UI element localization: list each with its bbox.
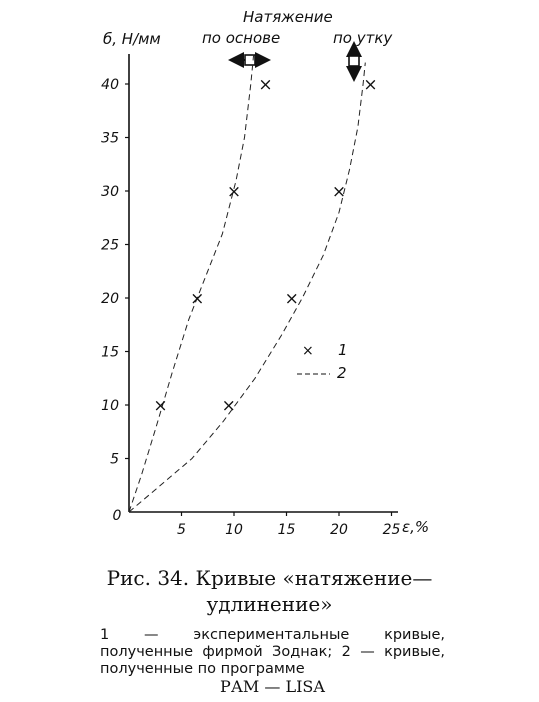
y-tick-label-40: 40: [101, 77, 119, 93]
caption-note-text: 1 — экспериментальные кривые, полученные фирмой Зоднак; 2 — кривые, полученные по программе: [100, 627, 445, 677]
warp-direction-icon: [236, 55, 263, 65]
axes: [129, 54, 398, 512]
y-tick-label-20: 20: [101, 291, 119, 307]
weft-direction-icon: [349, 49, 359, 74]
y-ticks: [101, 77, 129, 468]
y-tick-label-30: 30: [101, 184, 119, 200]
legend-label-2: 2: [337, 364, 347, 382]
data-point-2-2: ×: [284, 289, 299, 309]
calculated-curve-2: [129, 63, 365, 512]
data-point-1-4: ×: [258, 75, 273, 95]
direction-label-warp: по основе: [202, 29, 281, 47]
figure-caption: [0, 565, 539, 617]
x-tick-label-15: 15: [277, 522, 296, 538]
calculated-curve-1: [129, 52, 254, 512]
data-point-2-3: ×: [331, 182, 347, 202]
caption-note-program: РАМ — LISA: [220, 677, 325, 696]
legend-label-1: 1: [338, 341, 348, 359]
data-point-2-1: ×: [221, 396, 236, 416]
origin-label: 0: [112, 508, 122, 524]
y-tick-label-15: 15: [101, 344, 119, 361]
caption-note: [100, 627, 445, 695]
y-axis-label: б, Н/мм: [103, 30, 161, 48]
data-point-1-1: ×: [153, 396, 168, 416]
data-point-1-3: ×: [226, 182, 242, 202]
x-ticks: [177, 512, 400, 538]
x-tick-label-20: 20: [330, 522, 348, 538]
y-tick-label-5: 5: [110, 451, 119, 468]
direction-label-weft: по утку: [333, 29, 393, 47]
x-tick-label-25: 25: [382, 522, 401, 538]
y-tick-label-10: 10: [101, 398, 119, 414]
y-tick-label-25: 25: [101, 237, 119, 254]
data-point-1-2: ×: [190, 289, 205, 309]
x-tick-label-10: 10: [225, 522, 243, 538]
legend: [297, 341, 348, 382]
calculated-curves: [129, 52, 365, 512]
x-axis-label: ε,%: [402, 518, 430, 536]
legend-marker-1: ×: [302, 343, 314, 359]
x-tick-label-5: 5: [177, 522, 186, 538]
caption-title-line-1: Рис. 34. Кривые «натяжение—: [106, 566, 433, 590]
header-label: Натяжение: [243, 8, 333, 26]
caption-title-line-2: удлинение»: [206, 592, 333, 616]
y-tick-label-35: 35: [101, 130, 119, 147]
data-point-2-4: ×: [363, 75, 378, 95]
